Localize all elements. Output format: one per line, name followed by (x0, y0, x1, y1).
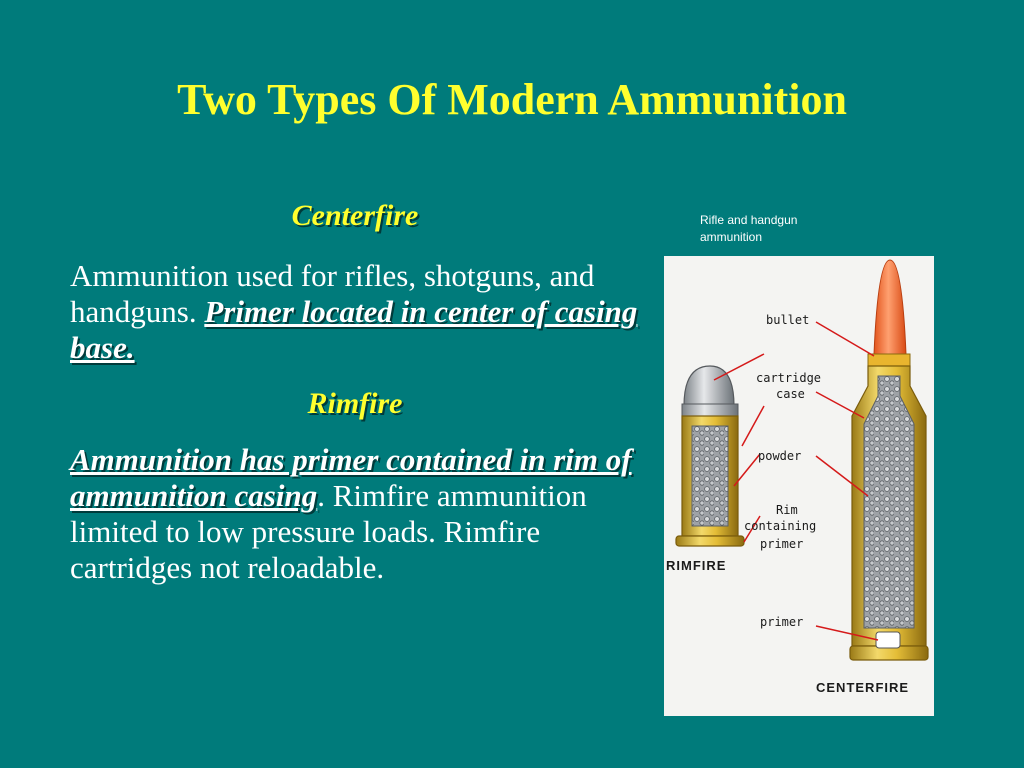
label-bullet: bullet (766, 313, 810, 327)
rimfire-heading: Rimfire (307, 387, 403, 420)
rimfire-period: . (317, 478, 325, 513)
label-rim-2: containing (744, 519, 817, 533)
slide-title: Two Types Of Modern Ammunition (177, 75, 847, 124)
ammunition-diagram (664, 256, 934, 716)
label-primer: primer (760, 615, 804, 629)
label-cartridge-1: cartridge (756, 371, 822, 385)
rimfire-cartridge (676, 360, 744, 546)
centerfire-cartridge (850, 260, 928, 660)
label-rim-1: Rim (776, 503, 798, 517)
figure-caption: Rifle and handgun ammunition (700, 213, 798, 244)
label-centerfire: CENTERFIRE (816, 680, 910, 695)
centerfire-paragraph (70, 258, 645, 366)
rimfire-text: Rimfire ammunition limited to low pressure loads. Rimfire cartridges not reloadable. (70, 478, 587, 585)
label-rimfire: RIMFIRE (666, 558, 727, 573)
rimfire-emphasis: Ammunition has primer contained in rim of ammunition casing (70, 442, 632, 513)
ammunition-illustration (664, 256, 934, 716)
label-cartridge-2: case (776, 387, 805, 401)
centerfire-emphasis: Primer located in center of casing base. (70, 294, 638, 365)
label-powder: powder (758, 449, 802, 463)
centerfire-heading: Centerfire (291, 199, 419, 232)
label-rim-3: primer (760, 537, 804, 551)
rimfire-paragraph (70, 442, 645, 586)
text-column (70, 196, 645, 586)
centerfire-text: Ammunition used for rifles, shotguns, and handguns. (70, 258, 595, 329)
